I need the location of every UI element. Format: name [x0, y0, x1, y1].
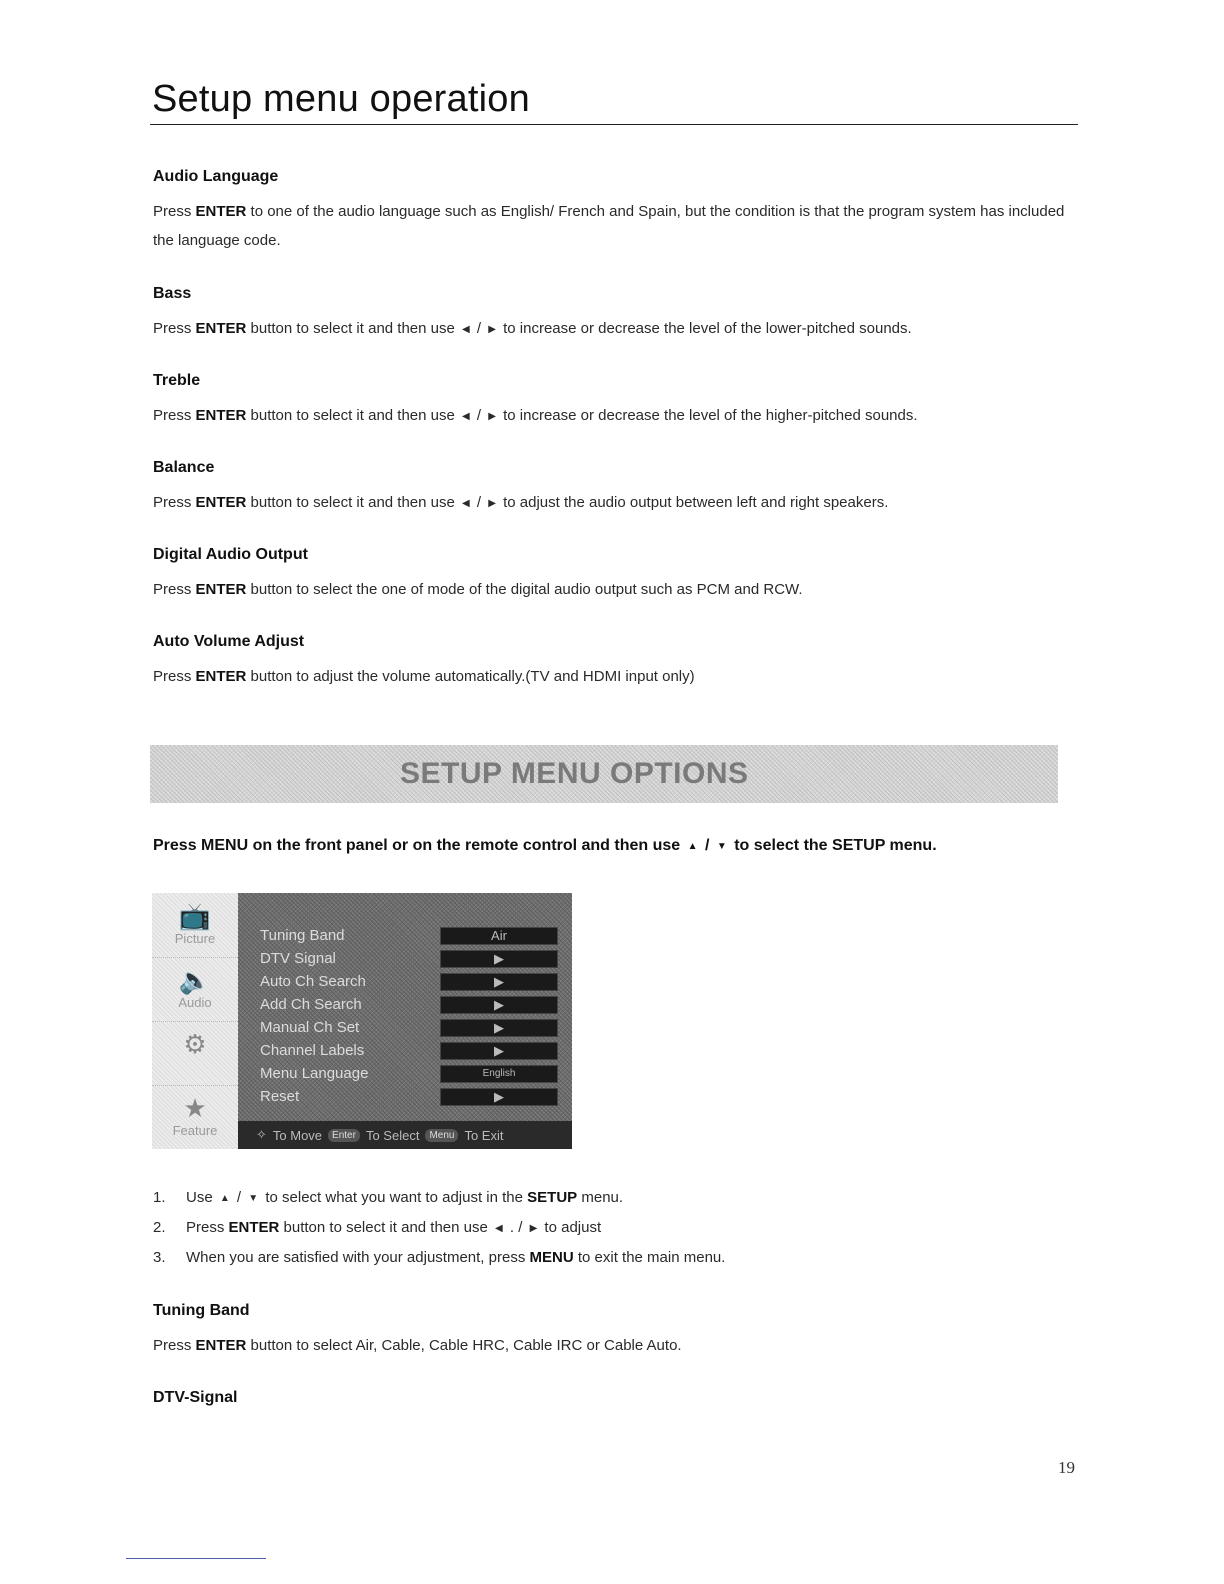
enter-key-label: ENTER [195, 203, 247, 220]
setup-menu-options-banner [150, 745, 1058, 803]
enter-key-badge: Enter [328, 1129, 360, 1142]
setup-menu-screenshot [152, 893, 572, 1149]
list-item: 3. When you are satisfied with your adjustment, press MENU to exit the main menu. [153, 1249, 726, 1266]
section-body: Press ENTER button to adjust the volume automatically.(TV and HDMI input only) [153, 668, 695, 685]
section-body: Press ENTER to one of the audio language such as English/ French and Spain, but the condition is that the program system has included the language code. [153, 203, 1065, 249]
down-arrow-icon: ▼ [248, 1193, 259, 1204]
page-title: Setup menu operation [152, 78, 530, 120]
section-heading: Digital Audio Output [153, 546, 308, 563]
enter-key-label: ENTER [195, 320, 247, 337]
section-auto-volume-adjust [153, 633, 1083, 691]
section-dtv-signal [153, 1389, 1083, 1418]
osd-side-item-audio: 🔈 Audio [152, 957, 238, 1022]
section-heading: Bass [153, 285, 192, 302]
osd-side-item-feature: ★ Feature [152, 1085, 238, 1149]
osd-menu-panel [238, 893, 572, 1149]
right-arrow-icon: ▶ [529, 1223, 538, 1234]
osd-row-menu-language: Menu Language English [260, 1063, 572, 1085]
enter-key-label: ENTER [195, 581, 247, 598]
osd-row-tuning-band: Tuning Band Air [260, 925, 572, 947]
up-arrow-icon: ▲ [219, 1193, 230, 1204]
section-heading: Treble [153, 372, 201, 389]
right-arrow-icon: ▶ [488, 498, 496, 509]
osd-footer: ✧ To Move Enter To Select Menu To Exit [238, 1121, 572, 1149]
banner-title: SETUP MENU OPTIONS [400, 757, 749, 790]
section-treble [153, 372, 1083, 431]
left-arrow-icon: ◀ [495, 1223, 503, 1234]
section-body: Press ENTER button to select Air, Cable, Cable HRC, Cable IRC or Cable Auto. [153, 1337, 682, 1354]
speaker-icon: 🔈 [178, 965, 212, 995]
title-divider [150, 124, 1078, 125]
osd-row-add-ch-search: Add Ch Search ▶ [260, 994, 572, 1016]
section-heading: DTV-Signal [153, 1389, 238, 1406]
osd-row-auto-ch-search: Auto Ch Search ▶ [260, 971, 572, 993]
enter-key-label: ENTER [195, 407, 247, 424]
setup-instruction: Press MENU on the front panel or on the remote control and then use ▲ / ▼ to select the SETUP menu. [153, 837, 937, 854]
list-item: 1. Use ▲ / ▼ to select what you want to adjust in the SETUP menu. [153, 1189, 624, 1206]
enter-key-label: ENTER [195, 668, 247, 685]
osd-row-manual-ch-set: Manual Ch Set ▶ [260, 1017, 572, 1039]
tv-icon: 📺 [178, 901, 212, 931]
osd-side-item-setup [152, 1021, 238, 1086]
left-arrow-icon: ◀ [462, 411, 470, 422]
section-heading: Auto Volume Adjust [153, 633, 305, 650]
section-body: Press ENTER button to select it and then use ◀ / ▶ to increase or decrease the level of the lower-pitched sounds. [153, 320, 912, 337]
right-arrow-icon: ▶ [488, 324, 496, 335]
section-audio-language [153, 168, 1083, 255]
down-arrow-icon: ▼ [716, 841, 727, 852]
section-digital-audio-output [153, 546, 1083, 604]
left-arrow-icon: ◀ [462, 324, 470, 335]
section-heading: Tuning Band [153, 1302, 250, 1319]
section-heading: Balance [153, 459, 215, 476]
right-arrow-icon: ▶ [488, 411, 496, 422]
steps-list [153, 1183, 725, 1272]
osd-row-channel-labels: Channel Labels ▶ [260, 1040, 572, 1062]
osd-side-item-picture: 📺 Picture [152, 893, 238, 958]
setup-icon: ⚙ [183, 1029, 207, 1059]
enter-key-label: ENTER [195, 494, 247, 511]
section-heading: Audio Language [153, 168, 279, 185]
section-body: Press ENTER button to select the one of mode of the digital audio output such as PCM and RCW. [153, 581, 803, 598]
section-body: Press ENTER button to select it and then use ◀ / ▶ to adjust the audio output between left and right speakers. [153, 494, 889, 511]
osd-row-reset: Reset ▶ [260, 1086, 572, 1108]
left-arrow-icon: ◀ [462, 498, 470, 509]
move-icon: ✧ [256, 1127, 267, 1142]
page-number: 19 [1058, 1458, 1075, 1477]
feature-icon: ★ [183, 1093, 207, 1123]
section-bass [153, 285, 1083, 344]
list-item: 2. Press ENTER button to select it and then use ◀ . / ▶ to adjust [153, 1219, 602, 1236]
osd-sidebar [152, 893, 238, 1149]
osd-row-dtv-signal: DTV Signal ▶ [260, 948, 572, 970]
up-arrow-icon: ▲ [687, 841, 698, 852]
section-balance [153, 459, 1083, 518]
section-body: Press ENTER button to select it and then use ◀ / ▶ to increase or decrease the level of the higher-pitched sounds. [153, 407, 918, 424]
section-tuning-band [153, 1302, 1083, 1360]
footer-rule [126, 1558, 266, 1559]
enter-key-label: ENTER [195, 1337, 247, 1354]
menu-key-badge: Menu [425, 1129, 458, 1142]
